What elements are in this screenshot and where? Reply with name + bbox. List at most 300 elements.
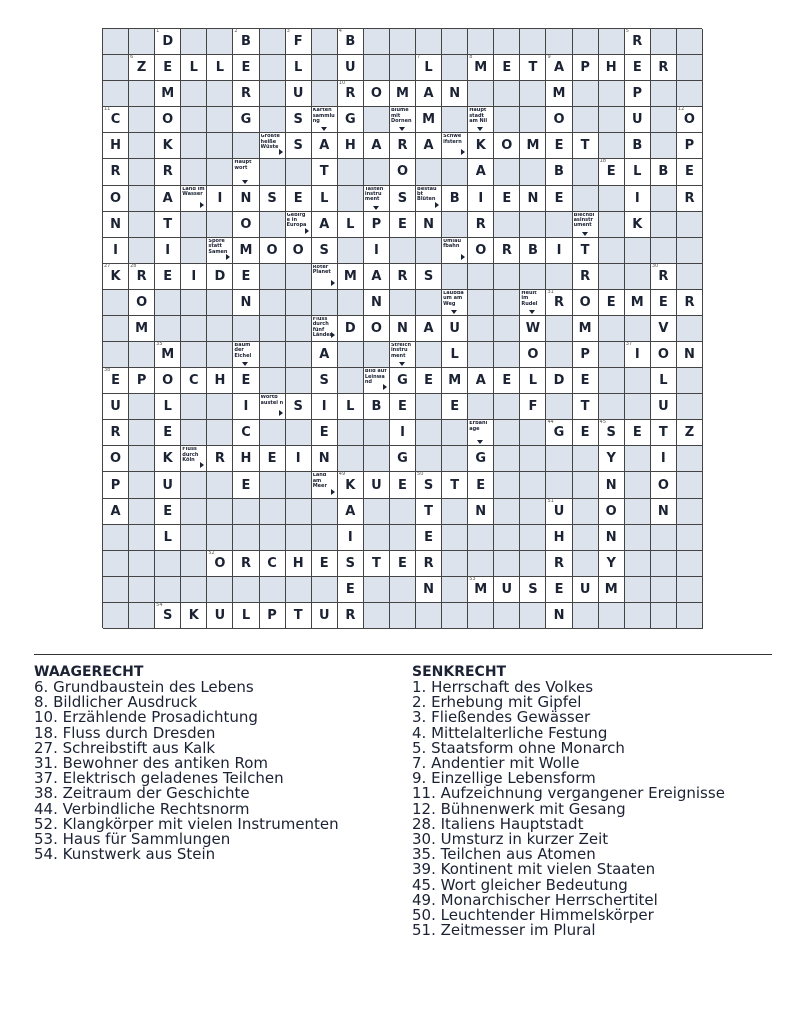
blocked-cell bbox=[494, 499, 520, 525]
arrow-right-icon bbox=[435, 202, 439, 208]
cell-letter: E bbox=[424, 373, 434, 389]
down-clue: 12. Bühnenwerk mit Gesang bbox=[412, 799, 626, 818]
across-clue: 38. Zeitraum der Geschichte bbox=[34, 784, 250, 803]
blocked-cell bbox=[286, 577, 312, 603]
letter-cell bbox=[651, 472, 677, 498]
blocked-cell bbox=[520, 107, 546, 133]
clue-cell-text: Heult im Rudel bbox=[521, 290, 538, 307]
down-clue-list bbox=[412, 680, 725, 938]
letter-cell bbox=[312, 342, 338, 368]
clue-cell bbox=[468, 107, 494, 133]
cell-letter: N bbox=[657, 503, 669, 519]
letter-cell bbox=[364, 290, 390, 316]
cell-letter: M bbox=[396, 86, 409, 102]
letter-cell bbox=[338, 499, 364, 525]
blocked-cell bbox=[651, 551, 677, 577]
cell-letter: O bbox=[475, 242, 487, 258]
letter-cell bbox=[338, 394, 364, 420]
clue-cell-text: Blume mit Dornen bbox=[390, 108, 412, 125]
cell-number: 11 bbox=[104, 106, 111, 113]
blocked-cell bbox=[625, 603, 651, 629]
blocked-cell bbox=[677, 212, 703, 238]
blocked-cell bbox=[207, 472, 233, 498]
arrow-down-icon bbox=[373, 206, 379, 210]
letter-cell bbox=[546, 420, 572, 446]
letter-cell bbox=[468, 133, 494, 159]
cell-letter: O bbox=[501, 138, 513, 154]
letter-cell bbox=[207, 603, 233, 629]
letter-cell bbox=[364, 551, 390, 577]
letter-cell bbox=[573, 342, 599, 368]
blocked-cell bbox=[599, 603, 625, 629]
cell-letter: R bbox=[240, 86, 251, 102]
letter-cell bbox=[207, 55, 233, 81]
blocked-cell bbox=[677, 603, 703, 629]
letter-cell bbox=[338, 577, 364, 603]
cell-letter: M bbox=[578, 320, 592, 336]
letter-cell bbox=[599, 420, 625, 446]
cell-letter: T bbox=[580, 138, 590, 154]
across-clue: 44. Verbindliche Rechtsnorm bbox=[34, 799, 250, 818]
cell-letter: O bbox=[370, 86, 382, 102]
letter-cell bbox=[155, 133, 181, 159]
letter-cell bbox=[129, 368, 155, 394]
cell-letter: O bbox=[266, 242, 278, 258]
letter-cell bbox=[312, 212, 338, 238]
letter-cell bbox=[651, 342, 677, 368]
cell-letter: C bbox=[189, 373, 199, 389]
cell-letter: P bbox=[371, 216, 382, 232]
blocked-cell bbox=[677, 55, 703, 81]
cell-letter: H bbox=[292, 555, 304, 571]
cell-letter: G bbox=[344, 112, 356, 128]
blocked-cell bbox=[129, 133, 155, 159]
letter-cell bbox=[416, 499, 442, 525]
cell-letter: I bbox=[113, 242, 118, 258]
blocked-cell bbox=[103, 342, 129, 368]
cell-letter: A bbox=[423, 138, 434, 154]
letter-cell bbox=[468, 499, 494, 525]
blocked-cell bbox=[546, 212, 572, 238]
clue-cell-text: Roter Planet bbox=[312, 264, 331, 276]
blocked-cell bbox=[286, 342, 312, 368]
letter-cell bbox=[442, 186, 468, 212]
cell-letter: I bbox=[556, 242, 562, 258]
clue-cell bbox=[312, 264, 338, 290]
blocked-cell bbox=[520, 420, 546, 446]
letter-cell bbox=[103, 446, 129, 472]
letter-cell bbox=[260, 186, 286, 212]
cell-letter: S bbox=[319, 242, 329, 258]
cell-letter: O bbox=[136, 294, 148, 310]
cell-letter: H bbox=[214, 373, 226, 389]
cell-letter: T bbox=[580, 399, 590, 415]
letter-cell bbox=[390, 159, 416, 185]
blocked-cell bbox=[207, 29, 233, 55]
letter-cell bbox=[468, 238, 494, 264]
blocked-cell bbox=[573, 159, 599, 185]
cell-letter: C bbox=[241, 425, 251, 441]
letter-cell bbox=[155, 603, 181, 629]
blocked-cell bbox=[260, 212, 286, 238]
cell-letter: E bbox=[398, 399, 407, 415]
cell-letter: L bbox=[528, 373, 538, 389]
letter-cell bbox=[468, 212, 494, 238]
cell-letter: Y bbox=[606, 451, 616, 467]
blocked-cell bbox=[207, 420, 233, 446]
cell-letter: B bbox=[241, 34, 251, 50]
cell-letter: H bbox=[240, 451, 252, 467]
cell-number: 5 bbox=[625, 28, 629, 34]
blocked-cell bbox=[390, 499, 416, 525]
letter-cell bbox=[573, 420, 599, 446]
cell-letter: O bbox=[110, 190, 122, 206]
cell-letter: G bbox=[475, 451, 487, 467]
down-clue: 5. Staatsform ohne Monarch bbox=[412, 738, 625, 757]
cell-letter: E bbox=[450, 399, 460, 415]
blocked-cell bbox=[442, 29, 468, 55]
cell-letter: E bbox=[398, 555, 407, 571]
blocked-cell bbox=[442, 499, 468, 525]
down-clue: 28. Italiens Hauptstadt bbox=[412, 814, 584, 833]
across-clue: 52. Klangkörper mit vielen Instrumenten bbox=[34, 814, 339, 833]
cell-letter: I bbox=[217, 190, 223, 206]
blocked-cell bbox=[390, 55, 416, 81]
cell-letter: S bbox=[397, 190, 408, 206]
blocked-cell bbox=[207, 316, 233, 342]
blocked-cell bbox=[468, 551, 494, 577]
letter-cell bbox=[207, 446, 233, 472]
blocked-cell bbox=[286, 499, 312, 525]
blocked-cell bbox=[546, 446, 572, 472]
letter-cell bbox=[494, 186, 520, 212]
letter-cell bbox=[546, 368, 572, 394]
letter-cell bbox=[155, 107, 181, 133]
blocked-cell bbox=[599, 107, 625, 133]
cell-letter: T bbox=[371, 555, 381, 571]
blocked-cell bbox=[599, 238, 625, 264]
letter-cell bbox=[520, 577, 546, 603]
blocked-cell bbox=[573, 551, 599, 577]
cell-letter: P bbox=[580, 60, 590, 76]
cell-letter: S bbox=[423, 268, 434, 284]
letter-cell bbox=[207, 186, 233, 212]
letter-cell bbox=[260, 238, 286, 264]
blocked-cell bbox=[442, 577, 468, 603]
cell-number: 7 bbox=[417, 54, 421, 61]
letter-cell bbox=[573, 264, 599, 290]
blocked-cell bbox=[416, 290, 442, 316]
blocked-cell bbox=[494, 420, 520, 446]
letter-cell bbox=[468, 159, 494, 185]
blocked-cell bbox=[364, 446, 390, 472]
letter-cell bbox=[520, 186, 546, 212]
letter-cell bbox=[312, 186, 338, 212]
cell-letter: S bbox=[319, 373, 329, 389]
cell-letter: S bbox=[528, 581, 538, 597]
clue-cell-text: Laubba um am Weg bbox=[443, 290, 464, 307]
blocked-cell bbox=[338, 420, 364, 446]
blocked-cell bbox=[494, 264, 520, 290]
cell-letter: L bbox=[293, 60, 303, 76]
letter-cell bbox=[416, 551, 442, 577]
blocked-cell bbox=[416, 238, 442, 264]
arrow-right-icon bbox=[461, 254, 465, 260]
cell-letter: E bbox=[685, 164, 694, 180]
blocked-cell bbox=[416, 420, 442, 446]
blocked-cell bbox=[103, 551, 129, 577]
blocked-cell bbox=[207, 107, 233, 133]
arrow-right-icon bbox=[461, 149, 465, 155]
letter-cell bbox=[390, 133, 416, 159]
cell-letter: N bbox=[370, 294, 382, 310]
letter-cell bbox=[416, 264, 442, 290]
cell-letter: E bbox=[502, 373, 512, 389]
cell-number: 49 bbox=[338, 471, 346, 478]
letter-cell bbox=[651, 159, 677, 185]
blocked-cell bbox=[181, 577, 207, 603]
letter-cell bbox=[286, 81, 312, 107]
across-clue: 6. Grundbaustein des Lebens bbox=[34, 678, 254, 696]
letter-cell bbox=[599, 525, 625, 551]
letter-cell bbox=[599, 290, 625, 316]
letter-cell bbox=[312, 603, 338, 629]
blocked-cell bbox=[677, 316, 703, 342]
cell-letter: U bbox=[162, 477, 173, 493]
blocked-cell bbox=[677, 394, 703, 420]
cell-letter: A bbox=[423, 86, 434, 102]
letter-cell bbox=[286, 133, 312, 159]
letter-cell bbox=[573, 290, 599, 316]
blocked-cell bbox=[286, 368, 312, 394]
cell-letter: I bbox=[321, 399, 327, 415]
clue-cell-text: Bestäu bt Blüten bbox=[417, 186, 437, 203]
letter-cell bbox=[494, 368, 520, 394]
cell-number: 12 bbox=[677, 106, 685, 113]
cell-letter: M bbox=[448, 373, 462, 389]
cell-letter: R bbox=[658, 60, 669, 76]
clue-cell-text: Erbanl age bbox=[469, 421, 488, 432]
letter-cell bbox=[625, 186, 651, 212]
letter-cell bbox=[338, 133, 364, 159]
letter-cell bbox=[207, 368, 233, 394]
letter-cell bbox=[129, 264, 155, 290]
arrow-right-icon bbox=[383, 384, 387, 390]
across-clue: 53. Haus für Sammlungen bbox=[34, 830, 231, 849]
letter-cell bbox=[155, 238, 181, 264]
letter-cell bbox=[181, 55, 207, 81]
cell-letter: V bbox=[658, 320, 669, 336]
letter-cell bbox=[651, 446, 677, 472]
letter-cell bbox=[181, 368, 207, 394]
blocked-cell bbox=[312, 81, 338, 107]
blocked-cell bbox=[181, 212, 207, 238]
blocked-cell bbox=[546, 472, 572, 498]
blocked-cell bbox=[651, 81, 677, 107]
cell-number: 8 bbox=[469, 54, 473, 61]
letter-cell bbox=[546, 525, 572, 551]
cell-number: 38 bbox=[104, 367, 111, 374]
cell-letter: E bbox=[502, 190, 512, 206]
letter-cell bbox=[651, 368, 677, 394]
blocked-cell bbox=[520, 525, 546, 551]
blocked-cell bbox=[442, 107, 468, 133]
letter-cell bbox=[573, 133, 599, 159]
cell-letter: E bbox=[241, 268, 251, 284]
letter-cell bbox=[338, 81, 364, 107]
cell-letter: R bbox=[214, 451, 225, 467]
blocked-cell bbox=[677, 368, 703, 394]
cell-letter: E bbox=[554, 190, 564, 206]
cell-number: 31 bbox=[547, 288, 554, 295]
cell-letter: U bbox=[658, 399, 669, 415]
blocked-cell bbox=[207, 394, 233, 420]
letter-cell bbox=[573, 55, 599, 81]
letter-cell bbox=[103, 133, 129, 159]
cell-letter: O bbox=[657, 477, 669, 493]
blocked-cell bbox=[155, 290, 181, 316]
letter-cell bbox=[573, 368, 599, 394]
blocked-cell bbox=[677, 472, 703, 498]
cell-letter: L bbox=[320, 190, 329, 206]
blocked-cell bbox=[155, 316, 181, 342]
blocked-cell bbox=[416, 446, 442, 472]
blocked-cell bbox=[129, 29, 155, 55]
letter-cell bbox=[599, 577, 625, 603]
letter-cell bbox=[520, 316, 546, 342]
cell-letter: S bbox=[293, 138, 303, 154]
blocked-cell bbox=[442, 212, 468, 238]
blocked-cell bbox=[494, 394, 520, 420]
clue-cell-text: Land im Wasser bbox=[182, 186, 205, 197]
blocked-cell bbox=[625, 316, 651, 342]
blocked-cell bbox=[520, 551, 546, 577]
clue-cell bbox=[390, 342, 416, 368]
blocked-cell bbox=[442, 420, 468, 446]
cell-letter: R bbox=[475, 216, 486, 232]
cell-number: 3 bbox=[286, 28, 290, 34]
letter-cell bbox=[416, 525, 442, 551]
blocked-cell bbox=[233, 499, 259, 525]
letter-cell bbox=[286, 186, 312, 212]
cell-letter: I bbox=[373, 242, 379, 258]
letter-cell bbox=[573, 316, 599, 342]
cell-letter: E bbox=[241, 373, 251, 389]
cell-letter: O bbox=[162, 373, 174, 389]
blocked-cell bbox=[207, 342, 233, 368]
blocked-cell bbox=[390, 525, 416, 551]
letter-cell bbox=[651, 264, 677, 290]
letter-cell bbox=[364, 394, 390, 420]
cell-letter: K bbox=[345, 477, 356, 493]
letter-cell bbox=[651, 394, 677, 420]
letter-cell bbox=[260, 446, 286, 472]
clue-cell-text: Umlau fbahn bbox=[443, 238, 462, 250]
cell-letter: S bbox=[293, 112, 303, 128]
cell-letter: R bbox=[162, 164, 173, 180]
cell-letter: B bbox=[449, 190, 460, 206]
letter-cell bbox=[599, 472, 625, 498]
blocked-cell bbox=[625, 238, 651, 264]
cell-letter: E bbox=[398, 216, 407, 232]
letter-cell bbox=[155, 186, 181, 212]
blocked-cell bbox=[207, 212, 233, 238]
letter-cell bbox=[364, 81, 390, 107]
arrow-down-icon bbox=[242, 180, 248, 184]
letter-cell bbox=[520, 394, 546, 420]
letter-cell bbox=[312, 133, 338, 159]
letter-cell bbox=[546, 290, 572, 316]
letter-cell bbox=[651, 55, 677, 81]
cell-letter: A bbox=[319, 138, 330, 154]
cell-letter: D bbox=[344, 320, 356, 336]
cell-letter: S bbox=[267, 190, 277, 206]
cell-letter: O bbox=[657, 347, 669, 363]
cell-letter: N bbox=[475, 503, 487, 519]
cell-letter: Z bbox=[684, 425, 695, 441]
letter-cell bbox=[286, 55, 312, 81]
letter-cell bbox=[312, 446, 338, 472]
blocked-cell bbox=[312, 577, 338, 603]
blocked-cell bbox=[546, 342, 572, 368]
cell-number: 28 bbox=[130, 262, 137, 269]
cell-letter: E bbox=[554, 138, 564, 154]
cell-number: 51 bbox=[547, 497, 554, 504]
blocked-cell bbox=[416, 342, 442, 368]
blocked-cell bbox=[442, 551, 468, 577]
clue-cell-text: Blechbl asinstr ument bbox=[573, 212, 595, 229]
letter-cell bbox=[677, 107, 703, 133]
blocked-cell bbox=[181, 499, 207, 525]
letter-cell bbox=[286, 603, 312, 629]
blocked-cell bbox=[129, 446, 155, 472]
cell-letter: K bbox=[110, 268, 121, 284]
letter-cell bbox=[442, 394, 468, 420]
cell-letter: B bbox=[345, 34, 356, 50]
blocked-cell bbox=[364, 603, 390, 629]
cell-letter: M bbox=[526, 138, 540, 154]
letter-cell bbox=[546, 81, 572, 107]
blocked-cell bbox=[573, 525, 599, 551]
blocked-cell bbox=[573, 603, 599, 629]
blocked-cell bbox=[651, 212, 677, 238]
blocked-cell bbox=[390, 290, 416, 316]
letter-cell bbox=[390, 446, 416, 472]
cell-letter: I bbox=[191, 268, 197, 284]
cell-letter: M bbox=[630, 294, 644, 310]
letter-cell bbox=[155, 368, 181, 394]
cell-letter: A bbox=[553, 60, 565, 76]
blocked-cell bbox=[129, 525, 155, 551]
blocked-cell bbox=[129, 394, 155, 420]
blocked-cell bbox=[181, 238, 207, 264]
blocked-cell bbox=[494, 603, 520, 629]
letter-cell bbox=[546, 499, 572, 525]
blocked-cell bbox=[260, 472, 286, 498]
letter-cell bbox=[155, 499, 181, 525]
blocked-cell bbox=[364, 107, 390, 133]
blocked-cell bbox=[260, 81, 286, 107]
blocked-cell bbox=[599, 342, 625, 368]
across-clue: 8. Bildlicher Ausdruck bbox=[34, 693, 198, 712]
letter-cell bbox=[390, 81, 416, 107]
cell-letter: S bbox=[163, 607, 173, 623]
blocked-cell bbox=[103, 55, 129, 81]
cell-letter: U bbox=[345, 60, 356, 76]
letter-cell bbox=[416, 368, 442, 394]
cell-letter: I bbox=[400, 425, 405, 441]
cell-letter: N bbox=[110, 216, 121, 232]
